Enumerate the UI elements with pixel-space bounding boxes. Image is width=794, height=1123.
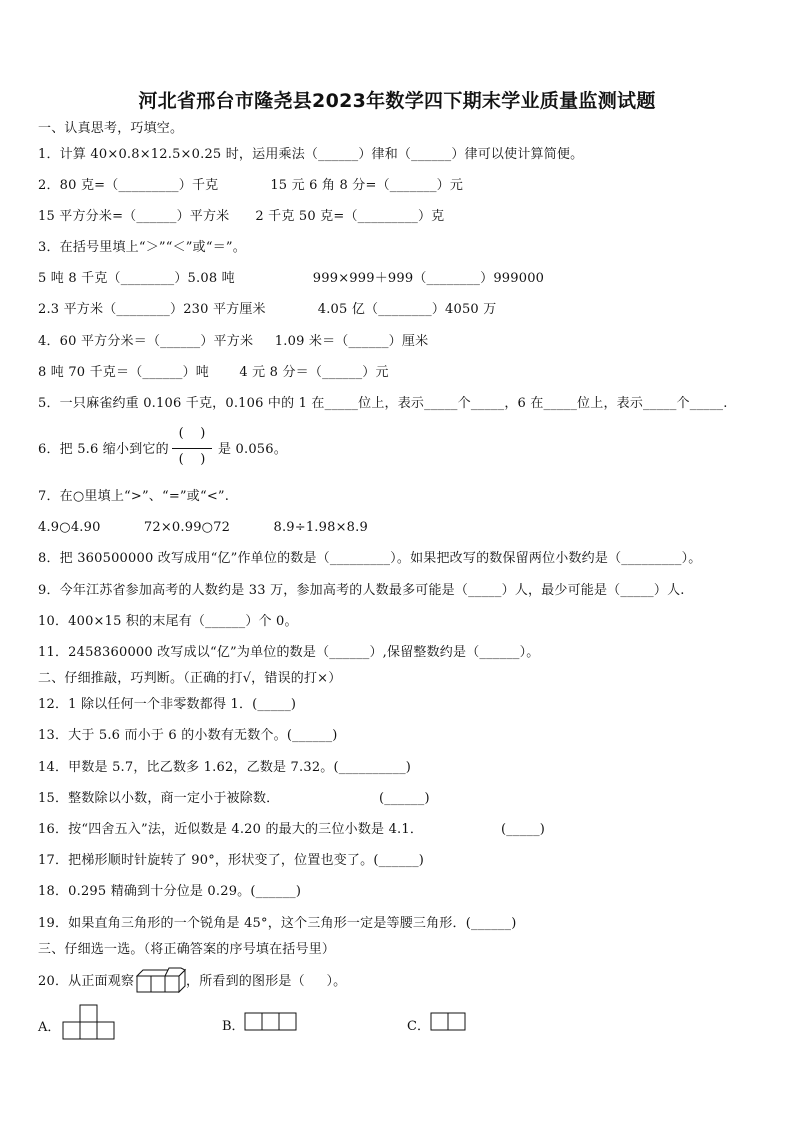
section-1-heading: 一、认真思考，巧填空。 [38, 121, 184, 136]
question-20-suffix: ，所看到的图形是（ ）。 [186, 974, 347, 989]
fraction-numerator: ( ) [178, 426, 206, 441]
question-9: 9．今年江苏省参加高考的人数约是 33 万，参加高考的人数最多可能是（_____）人，最少可能是（_____）人. [38, 583, 685, 598]
question-2-line-a: 2．80 克=（_________）千克 15 元 6 角 8 分=（_______）元 [38, 178, 464, 193]
question-20-prefix: 20．从正面观察 [38, 974, 135, 989]
question-3-line-b: 2.3 平方米（________）230 平方厘米 4.05 亿（________）4050 万 [38, 302, 497, 317]
question-6-suffix: 是 0.056。 [218, 442, 287, 457]
question-6-prefix: 6．把 5.6 缩小到它的 [38, 442, 169, 457]
fraction-bar [172, 448, 212, 449]
cube-stack-figure [136, 967, 188, 993]
question-7: 7．在○里填上“>”、“=”或“<”. [38, 489, 230, 504]
option-c-label[interactable]: C． [407, 1019, 430, 1034]
question-6-fraction [170, 424, 214, 472]
question-2-line-b: 15 平方分米=（______）平方米 2 千克 50 克=（_________）克 [38, 209, 445, 224]
question-16: 16．按“四舍五入”法，近似数是 4.20 的最大的三位小数是 4.1． (_____) [38, 822, 546, 837]
question-12: 12．1 除以任何一个非零数都得 1．(_____) [38, 697, 297, 712]
question-18: 18．0.295 精确到十分位是 0.29。(______) [38, 884, 302, 899]
page-title: 河北省邢台市隆尧县2023年数学四下期末学业质量监测试题 [138, 90, 656, 112]
question-4-line-b: 8 吨 70 千克＝（______）吨 4 元 8 分＝（______）元 [38, 365, 389, 380]
question-14: 14．甲数是 5.7，比乙数多 1.62，乙数是 7.32。(__________) [38, 760, 412, 775]
question-3: 3．在括号里填上“＞”“＜”或“＝”。 [38, 240, 246, 255]
question-1: 1．计算 40×0.8×12.5×0.25 时，运用乘法（______）律和（______）律可以使计算简便。 [38, 147, 584, 162]
section-2-heading: 二、仔细推敲，巧判断。（正确的打√，错误的打×） [38, 671, 342, 686]
section-3-heading: 三、仔细选一选。（将正确答案的序号填在括号里） [38, 942, 336, 957]
fraction-denominator: ( ) [178, 452, 206, 467]
question-10: 10．400×15 积的末尾有（______）个 0。 [38, 614, 298, 629]
question-15: 15．整数除以小数，商一定小于被除数． (______) [38, 791, 430, 806]
option-a-figure[interactable] [62, 1004, 115, 1040]
question-13: 13．大于 5.6 而小于 6 的小数有无数个。(______) [38, 728, 338, 743]
question-17: 17．把梯形顺时针旋转了 90°，形状变了，位置也变了。(______) [38, 853, 425, 868]
option-a-label[interactable]: A． [38, 1020, 61, 1035]
option-c-figure[interactable] [430, 1012, 467, 1031]
question-3-line-a: 5 吨 8 千克（________）5.08 吨 999×999＋999（________）999000 [38, 271, 545, 286]
question-19: 19．如果直角三角形的一个锐角是 45°，这个三角形一定是等腰三角形．(______) [38, 916, 517, 931]
question-11: 11．2458360000 改写成以“亿”为单位的数是（______）,保留整数约是（______）。 [38, 645, 540, 660]
question-4-line-a: 4．60 平方分米＝（______）平方米 1.09 米＝（______）厘米 [38, 334, 429, 349]
question-8: 8．把 360500000 改写成用“亿”作单位的数是（_________）。如果把改写的数保留两位小数约是（_________）。 [38, 551, 702, 566]
question-7-line-a: 4.9○4.90 72×0.99○72 8.9÷1.98×8.9 [38, 520, 368, 535]
option-b-label[interactable]: B． [222, 1019, 245, 1034]
option-b-figure[interactable] [244, 1012, 298, 1031]
question-5: 5．一只麻雀约重 0.106 千克，0.106 中的 1 在_____位上，表示_____个_____，6 在_____位上，表示_____个_____. [38, 396, 728, 411]
